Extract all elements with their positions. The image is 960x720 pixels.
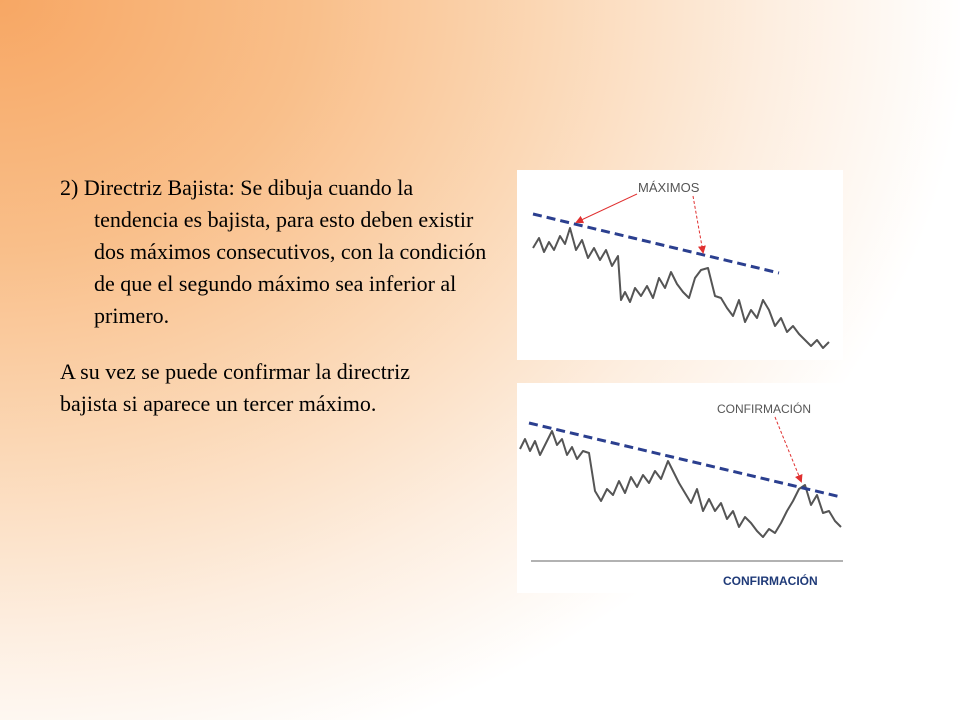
slide-text	[60, 172, 490, 420]
confirmacion-caption: CONFIRMACIÓN	[723, 574, 818, 588]
paragraph-directriz-bajista: 2) Directriz Bajista: Se dibuja cuando la tendencia es bajista, para esto deben existir dos máximos consecutivos, con la condición de que el segundo máximo sea inferior al primero.	[60, 175, 487, 328]
confirmacion-label: CONFIRMACIÓN	[717, 402, 811, 416]
figure-maximos	[517, 170, 843, 360]
bearish-trendline	[529, 423, 841, 497]
arrow-first-max	[577, 194, 637, 222]
paragraph-confirmacion: A su vez se puede confirmar la directriz bajista si aparece un tercer máximo.	[60, 359, 411, 416]
price-line	[533, 228, 829, 348]
figure-confirmacion	[517, 383, 843, 593]
bearish-trendline	[533, 214, 779, 273]
maximos-label: MÁXIMOS	[638, 180, 700, 195]
arrow-second-max	[693, 196, 703, 252]
arrow-third-max	[775, 417, 801, 481]
price-line	[520, 431, 841, 537]
